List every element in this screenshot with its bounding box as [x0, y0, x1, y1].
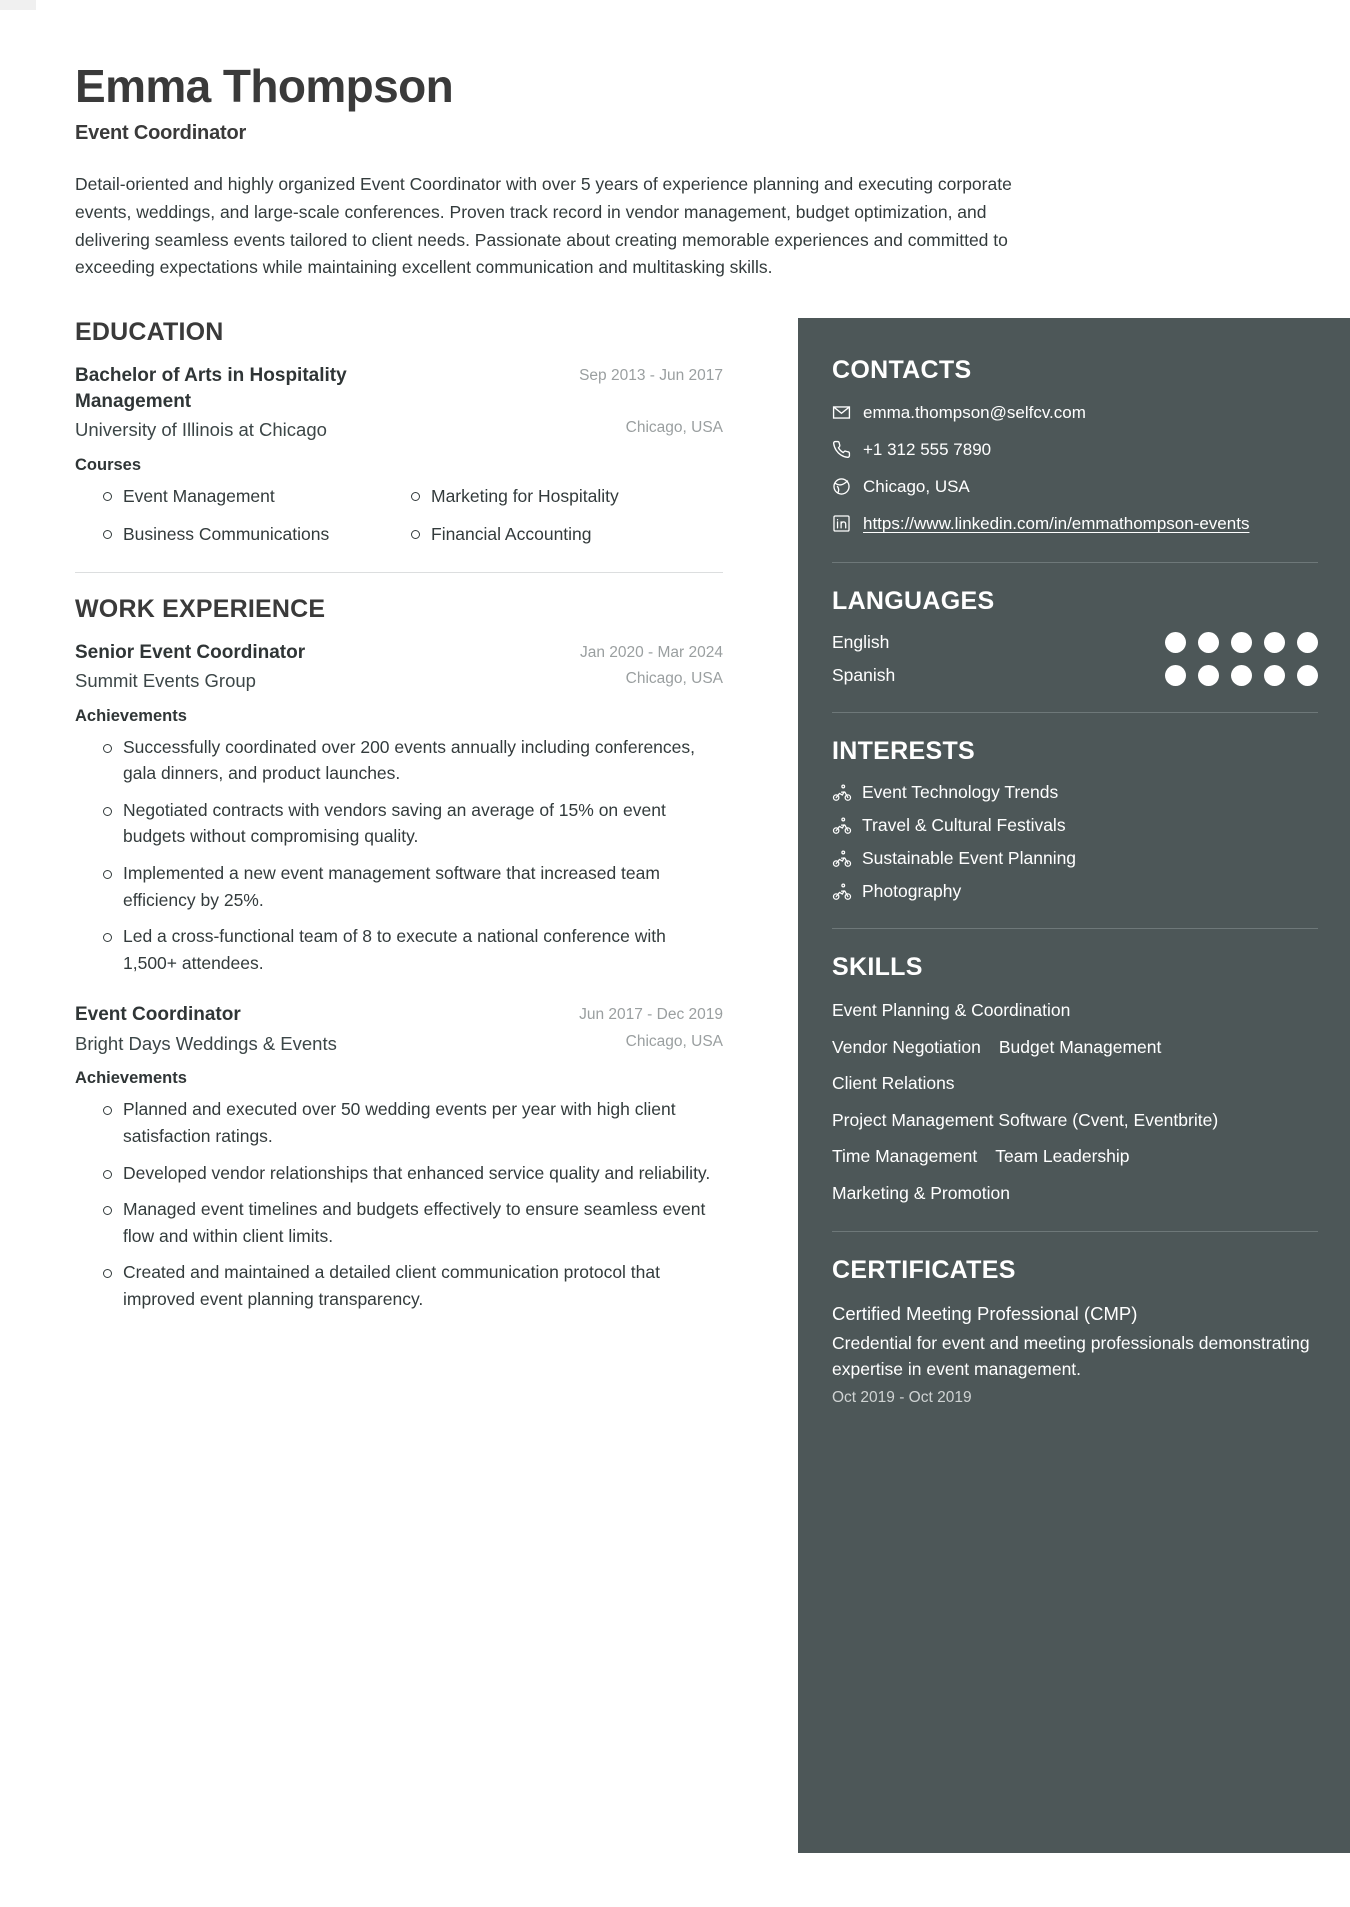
work-experience-section — [75, 595, 723, 1313]
skills-list — [832, 998, 1318, 1205]
phone-icon — [832, 440, 851, 459]
education-entry-header — [75, 363, 723, 415]
resume-header — [0, 0, 1350, 282]
language-row — [832, 632, 1318, 653]
skills-section-title: SKILLS — [832, 953, 923, 982]
work-entry-subheader — [75, 1029, 723, 1058]
education-school: University of Illinois at Chicago — [75, 419, 327, 441]
language-level-dots — [1165, 632, 1318, 653]
course-item: Business Communications — [123, 521, 415, 547]
achievement-item: Managed event timelines and budgets effectively to ensure seamless event flow and within client limits. — [123, 1196, 723, 1249]
level-dot — [1264, 632, 1285, 653]
achievement-item: Led a cross-functional team of 8 to execute a national conference with 1,500+ attendees. — [123, 923, 723, 976]
skill-item: Client Relations — [832, 1073, 955, 1094]
work-entry — [75, 640, 723, 977]
education-entry — [75, 363, 723, 548]
work-section-title: WORK EXPERIENCE — [75, 594, 326, 623]
cyclist-icon — [832, 816, 852, 836]
work-role: Senior Event Coordinator — [75, 641, 306, 663]
skill-item: Time Management — [832, 1146, 978, 1167]
contact-email-text: emma.thompson@selfcv.com — [863, 402, 1086, 422]
courses-list — [75, 483, 723, 548]
main-column — [0, 318, 798, 1323]
sidebar-divider — [832, 928, 1318, 929]
achievement-item: Planned and executed over 50 wedding events per year with high client satisfaction ratings. — [123, 1096, 723, 1149]
level-dot — [1165, 665, 1186, 686]
skill-item: Marketing & Promotion — [832, 1182, 1010, 1203]
education-section — [75, 318, 723, 548]
sidebar-divider — [832, 712, 1318, 713]
achievement-item: Developed vendor relationships that enhanced service quality and reliability. — [123, 1160, 723, 1187]
achievement-item: Implemented a new event management software that increased team efficiency by 25%. — [123, 860, 723, 913]
skill-item: Vendor Negotiation — [832, 1036, 981, 1057]
contact-phone-text: +1 312 555 7890 — [863, 439, 992, 459]
achievements-list — [75, 734, 723, 977]
education-dates: Sep 2013 - Jun 2017 — [579, 366, 723, 384]
envelope-icon — [832, 403, 851, 422]
certificates-section — [832, 1256, 1318, 1406]
level-dot — [1198, 665, 1219, 686]
contact-linkedin[interactable] — [832, 512, 1318, 536]
interests-section — [832, 737, 1318, 902]
work-dates: Jan 2020 - Mar 2024 — [579, 643, 723, 661]
languages-section-title: LANGUAGES — [832, 587, 995, 616]
interest-item — [832, 881, 1318, 902]
skill-item: Team Leadership — [995, 1146, 1130, 1167]
level-dot — [1264, 665, 1285, 686]
contact-phone[interactable] — [832, 438, 1318, 462]
course-item: Financial Accounting — [431, 521, 723, 547]
work-dates: Jun 2017 - Dec 2019 — [579, 1006, 723, 1024]
candidate-job-title: Event Coordinator — [75, 122, 247, 145]
level-dot — [1231, 632, 1252, 653]
level-dot — [1297, 665, 1318, 686]
contact-location — [832, 475, 1318, 499]
skill-item: Event Planning & Coordination — [832, 1000, 1071, 1021]
linkedin-icon — [832, 514, 851, 533]
achievements-label: Achievements — [75, 1069, 187, 1088]
achievements-list — [75, 1096, 723, 1312]
work-entry-header — [75, 640, 723, 666]
level-dot — [1198, 632, 1219, 653]
sidebar-divider — [832, 562, 1318, 563]
contacts-section-title: CONTACTS — [832, 355, 972, 384]
work-role: Event Coordinator — [75, 1004, 241, 1026]
certificates-section-title: CERTIFICATES — [832, 1256, 1016, 1285]
interest-label: Photography — [862, 881, 962, 902]
work-location: Chicago, USA — [625, 669, 723, 687]
sidebar — [798, 318, 1350, 1853]
work-entry-subheader — [75, 666, 723, 695]
corner-mark — [0, 0, 36, 10]
certificate-dates: Oct 2019 - Oct 2019 — [832, 1388, 972, 1406]
interests-section-title: INTERESTS — [832, 737, 975, 766]
work-entry — [75, 1002, 723, 1312]
interest-item — [832, 782, 1318, 803]
contact-email[interactable] — [832, 401, 1318, 425]
resume-body — [0, 318, 1350, 1853]
achievement-item: Created and maintained a detailed client communication protocol that improved event planning transparency. — [123, 1259, 723, 1312]
contact-location-text: Chicago, USA — [863, 477, 970, 497]
achievement-item: Negotiated contracts with vendors saving an average of 15% on event budgets without compromising quality. — [123, 797, 723, 850]
cyclist-icon — [832, 882, 852, 902]
language-level-dots — [1165, 665, 1318, 686]
education-degree: Bachelor of Arts in Hospitality Management — [75, 364, 347, 413]
globe-icon — [832, 477, 851, 496]
language-row — [832, 665, 1318, 686]
interest-item — [832, 815, 1318, 836]
work-company: Summit Events Group — [75, 669, 256, 691]
work-location: Chicago, USA — [625, 1032, 723, 1050]
education-location: Chicago, USA — [625, 419, 723, 437]
skills-section — [832, 953, 1318, 1205]
interest-label: Event Technology Trends — [862, 782, 1059, 803]
level-dot — [1165, 632, 1186, 653]
professional-summary: Detail-oriented and highly organized Event Coordinator with over 5 years of experience planning and executing corporate events, weddings, and large-scale conferences. Proven track record in vendor management, budget optimization, and delivering seamless events tailored to client needs. Passionate about creating memorable experiences and committed to exceeding expectations while maintaining excellent communication and multitasking skills. — [75, 174, 1012, 278]
language-name: English — [832, 632, 890, 653]
section-divider — [75, 572, 723, 573]
language-name: Spanish — [832, 665, 896, 686]
courses-label: Courses — [75, 456, 142, 475]
cyclist-icon — [832, 849, 852, 869]
achievements-label: Achievements — [75, 706, 187, 725]
skill-item: Project Management Software (Cvent, Eventbrite) — [832, 1109, 1219, 1130]
work-entry-header — [75, 1002, 723, 1028]
interest-label: Travel & Cultural Festivals — [862, 815, 1066, 836]
skill-item: Budget Management — [998, 1036, 1162, 1057]
certificate-name: Certified Meeting Professional (CMP) — [832, 1303, 1138, 1325]
level-dot — [1297, 632, 1318, 653]
education-section-title: EDUCATION — [75, 317, 224, 346]
certificate-item — [832, 1301, 1318, 1406]
interest-item — [832, 848, 1318, 869]
interest-label: Sustainable Event Planning — [862, 848, 1077, 869]
candidate-name: Emma Thompson — [75, 60, 454, 112]
level-dot — [1231, 665, 1252, 686]
contact-linkedin-text[interactable]: https://www.linkedin.com/in/emmathompson-events — [863, 514, 1250, 534]
work-company: Bright Days Weddings & Events — [75, 1032, 337, 1054]
cyclist-icon — [832, 783, 852, 803]
course-item: Event Management — [123, 483, 415, 509]
sidebar-divider — [832, 1231, 1318, 1232]
certificate-description: Credential for event and meeting professionals demonstrating expertise in event management. — [832, 1333, 1310, 1380]
education-entry-subheader — [75, 415, 723, 444]
course-item: Marketing for Hospitality — [431, 483, 723, 509]
contacts-section — [832, 356, 1318, 537]
languages-section — [832, 587, 1318, 686]
achievement-item: Successfully coordinated over 200 events annually including conferences, gala dinners, and product launches. — [123, 734, 723, 787]
